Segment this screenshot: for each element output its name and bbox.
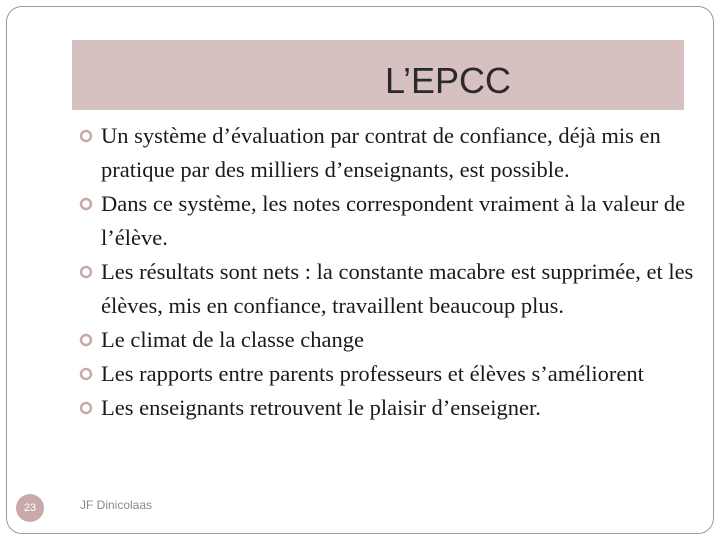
slide-number-badge: 23 [16,494,44,522]
bullet-list [76,119,696,425]
ring-bullet-icon [79,323,101,357]
bullet-text: Dans ce système, les notes correspondent vraiment à la valeur de l’élève. [101,191,686,250]
ring-bullet-icon [79,391,101,425]
bullet-text: Les rapports entre parents professeurs et élèves s’améliorent [101,361,644,386]
ring-bullet-icon [79,187,101,221]
bullet-item [76,255,696,323]
title-band [72,40,684,110]
bullet-item [76,357,696,391]
bullet-item [76,391,696,425]
bullet-item [76,119,696,187]
ring-bullet-icon [79,119,101,153]
bullet-text: Les résultats sont nets : la constante macabre est supprimée, et les élèves, mis en confiance, travaillent beaucoup plus. [101,259,694,318]
bullet-text: Un système d’évaluation par contrat de confiance, déjà mis en pratique par des milliers d’enseignants, est possible. [101,123,661,182]
ring-bullet-icon [79,255,101,289]
slide-title: L’EPCC [384,60,512,101]
bullet-text: Les enseignants retrouvent le plaisir d’enseigner. [101,395,541,420]
footer-text: JF Dinicolaas [80,498,153,512]
bullet-item [76,323,696,357]
bullet-text: Le climat de la classe change [101,327,364,352]
bullet-item [76,187,696,255]
ring-bullet-icon [79,357,101,391]
